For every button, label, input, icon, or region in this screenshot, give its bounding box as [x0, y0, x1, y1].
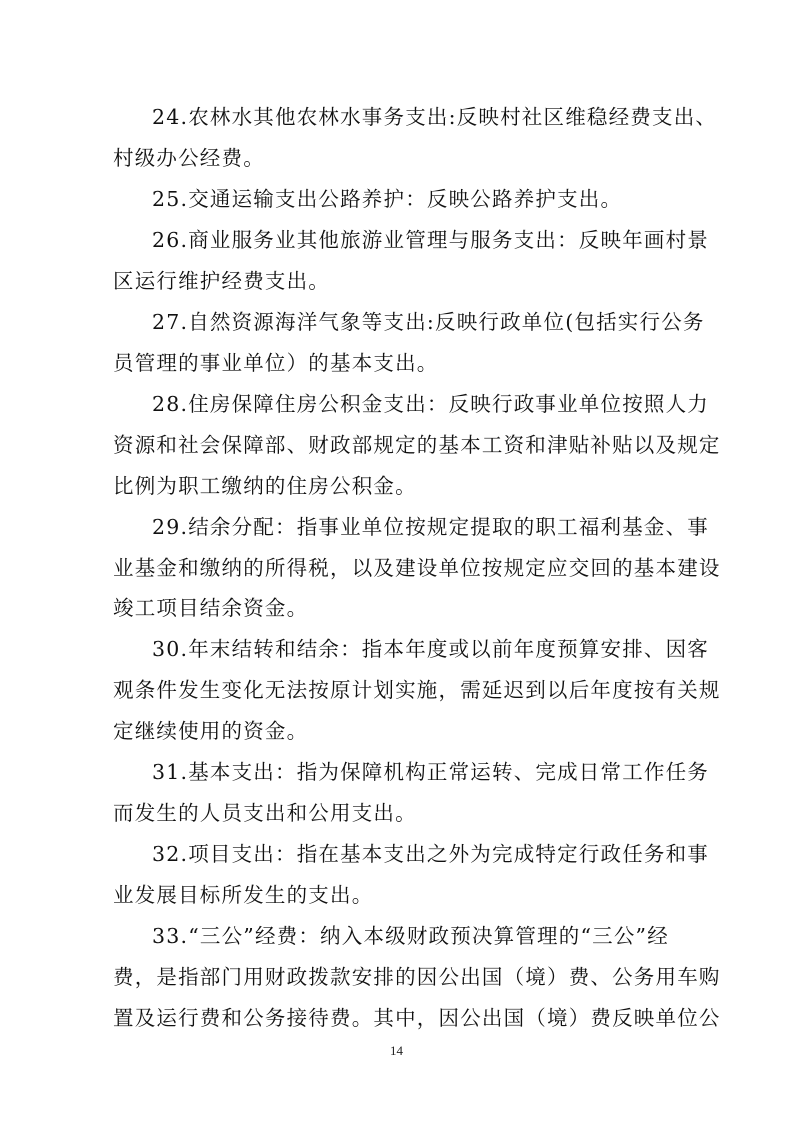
text-line: 而发生的人员支出和公用支出。 [113, 801, 417, 825]
text-line: 费，是指部门用财政拨款安排的因公出国（境）费、公务用车购 [113, 965, 721, 989]
text-line: 业发展目标所发生的支出。 [113, 883, 374, 907]
text-line: 观条件发生变化无法按原计划实施，需延迟到以后年度按有关规 [113, 678, 721, 702]
text-line: 29.结余分配：指事业单位按规定提取的职工福利基金、事 [152, 515, 710, 539]
text-line: 28.住房保障住房公积金支出：反映行政事业单位按照人力 [152, 392, 710, 416]
text-line: 村级办公经费。 [113, 146, 265, 170]
text-line: 33.“三公”经费：纳入本级财政预决算管理的“三公”经 [152, 924, 669, 948]
text-line: 业基金和缴纳的所得税，以及建设单位按规定应交回的基本建设 [113, 556, 721, 580]
text-line: 30.年末结转和结余：指本年度或以前年度预算安排、因客 [152, 637, 710, 661]
text-line: 31.基本支出：指为保障机构正常运转、完成日常工作任务 [152, 760, 710, 784]
text-line: 员管理的事业单位）的基本支出。 [113, 351, 439, 375]
text-line: 24.农林水其他农林水事务支出:反映村社区维稳经费支出、 [152, 105, 718, 129]
page-number: 14 [390, 1043, 403, 1058]
text-line: 比例为职工缴纳的住房公积金。 [113, 474, 417, 498]
text-line: 32.项目支出：指在基本支出之外为完成特定行政任务和事 [152, 842, 710, 866]
text-line: 竣工项目结余资金。 [113, 596, 309, 620]
text-line: 26.商业服务业其他旅游业管理与服务支出：反映年画村景 [152, 228, 710, 252]
text-line: 资源和社会保障部、财政部规定的基本工资和津贴补贴以及规定 [113, 433, 721, 457]
text-line: 27.自然资源海洋气象等支出:反映行政单位(包括实行公务 [152, 310, 705, 334]
text-line: 置及运行费和公务接待费。其中，因公出国（境）费反映单位公 [113, 1006, 721, 1030]
text-line: 25.交通运输支出公路养护：反映公路养护支出。 [152, 187, 623, 211]
text-line: 定继续使用的资金。 [113, 719, 309, 743]
text-line: 区运行维护经费支出。 [113, 269, 330, 293]
